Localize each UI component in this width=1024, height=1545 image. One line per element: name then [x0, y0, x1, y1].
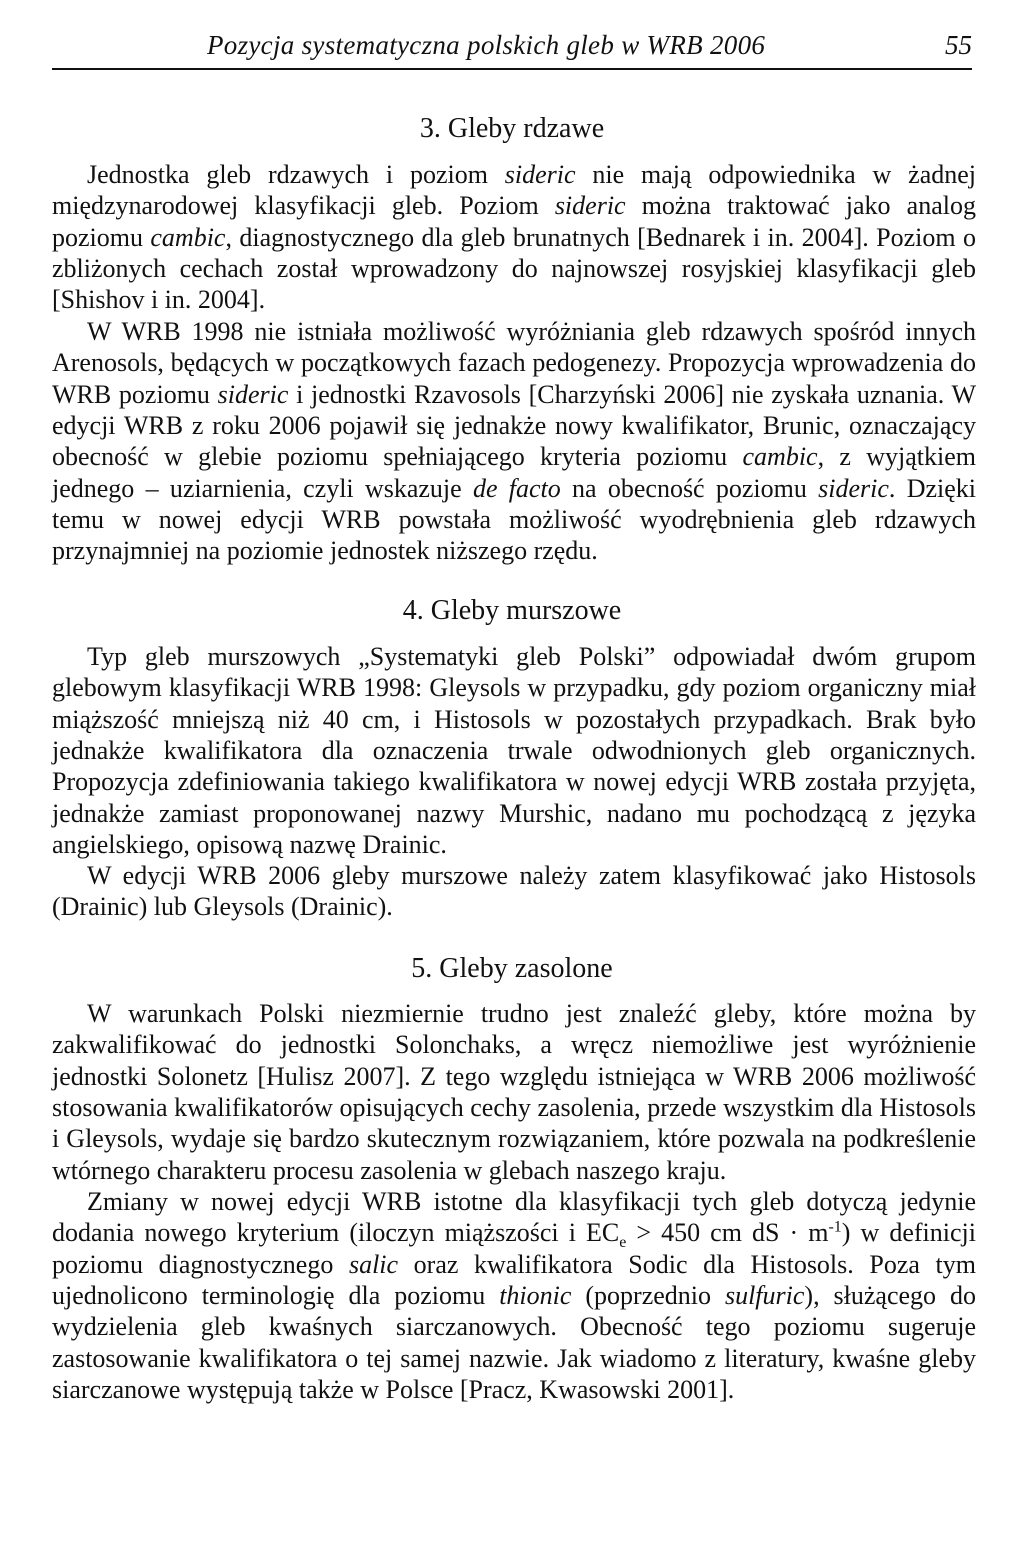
- section-heading-5: 5. Gleby zasolone: [411, 953, 613, 984]
- page-number: 55: [945, 30, 972, 60]
- running-header: [52, 26, 972, 70]
- paragraph: Typ gleb murszowych „Systematyki gleb Polski” odpowiadał dwóm grupom glebowym klasyfikacji WRB 1998: Gleysols w przypadku, gdy poziom organiczny miał miąższość mniejszą niż 40 cm, i Histosols w pozostałych przypadkach. Brak było jednakże kwalifikatora dla oznaczenia trwale odwodnionych gleb organicznych. Propozycja zdefiniowania takiego kwalifikatora w nowej edycji WRB została przyjęta, jednakże zamiast proponowanej nazwy Murshic, nadano mu pochodzącą z języka angielskiego, opisową nazwę Drainic.: [52, 642, 976, 860]
- paragraph: W edycji WRB 2006 gleby murszowe należy zatem klasyfikować jako Histosols (Drainic) lub Gleysols (Drainic).: [52, 861, 976, 922]
- paragraph: W WRB 1998 nie istniała możliwość wyróżniania gleb rdzawych spośród innych Arenosols, będących w początkowych fazach pedogenezy. Propozycja wprowadzenia do WRB poziomu sideric i jednostki Rzavosols [Charzyński 2006] nie zyskała uznania. W edycji WRB z roku 2006 pojawił się jednakże nowy kwalifikator, Brunic, oznaczający obecność w glebie poziomu spełniającego kryteria poziomu cambic, z wyjątkiem jednego – uziarnienia, czyli wskazuje de facto na obecność poziomu sideric. Dzięki temu w nowej edycji WRB powstała możliwość wyodrębnienia gleb rdzawych przynajmniej na poziomie jednostek niższego rzędu.: [52, 317, 977, 566]
- paragraph: W warunkach Polski niezmiernie trudno jest znaleźć gleby, które można by zakwalifikować do jednostki Solonchaks, a wręcz niemożliwe jest wyróżnienie jednostki Solonetz [Hulisz 2007]. Z tego względu istniejąca w WRB 2006 możliwość stosowania kwalifikatorów opisujących cechy zasolenia, przede wszystkim dla Histosols i Gleysols, wydaje się bardzo skutecznym rozwiązaniem, które pozwala na podkreślenie wtórnego charakteru procesu zasolenia w glebach naszego kraju.: [52, 999, 976, 1185]
- paragraph: Jednostka gleb rdzawych i poziom sideric nie mają odpowiednika w żadnej międzynarodowej klasyfikacji gleb. Poziom sideric można traktować jako analog poziomu cambic, diagnostycznego dla gleb brunatnych [Bednarek i in. 2004]. Poziom o zbliżonych cechach został wprowadzony do najnowszej rosyjskiej klasyfikacji gleb [Shishov i in. 2004].: [52, 160, 976, 315]
- running-title: Pozycja systematyczna polskich gleb w WRB 2006: [207, 30, 766, 60]
- section-heading-4: 4. Gleby murszowe: [402, 595, 622, 626]
- section-heading-3: 3. Gleby rdzawe: [419, 113, 605, 144]
- paragraph: Zmiany w nowej edycji WRB istotne dla klasyfikacji tych gleb dotyczą jedynie dodania nowego kryterium (iloczyn miąższości i $EC_e > 450$ cm dS · $m^{-1}$) w definicji poziomu diagnostycznego salic oraz kwalifikatora Sodic dla Histosols. Poza tym ujednolicono terminologię dla poziomu thionic (poprzednio sulfuric), służącego do wydzielenia gleb kwaśnych siarczanowych. Obecność tego poziomu sugeruje zastosowanie kwalifikatora o tej samej nazwie. Jak wiadomo z literatury, kwaśne gleby siarczanowe występują także w Polsce [Pracz, Kwasowski 2001].: [52, 1187, 976, 1405]
